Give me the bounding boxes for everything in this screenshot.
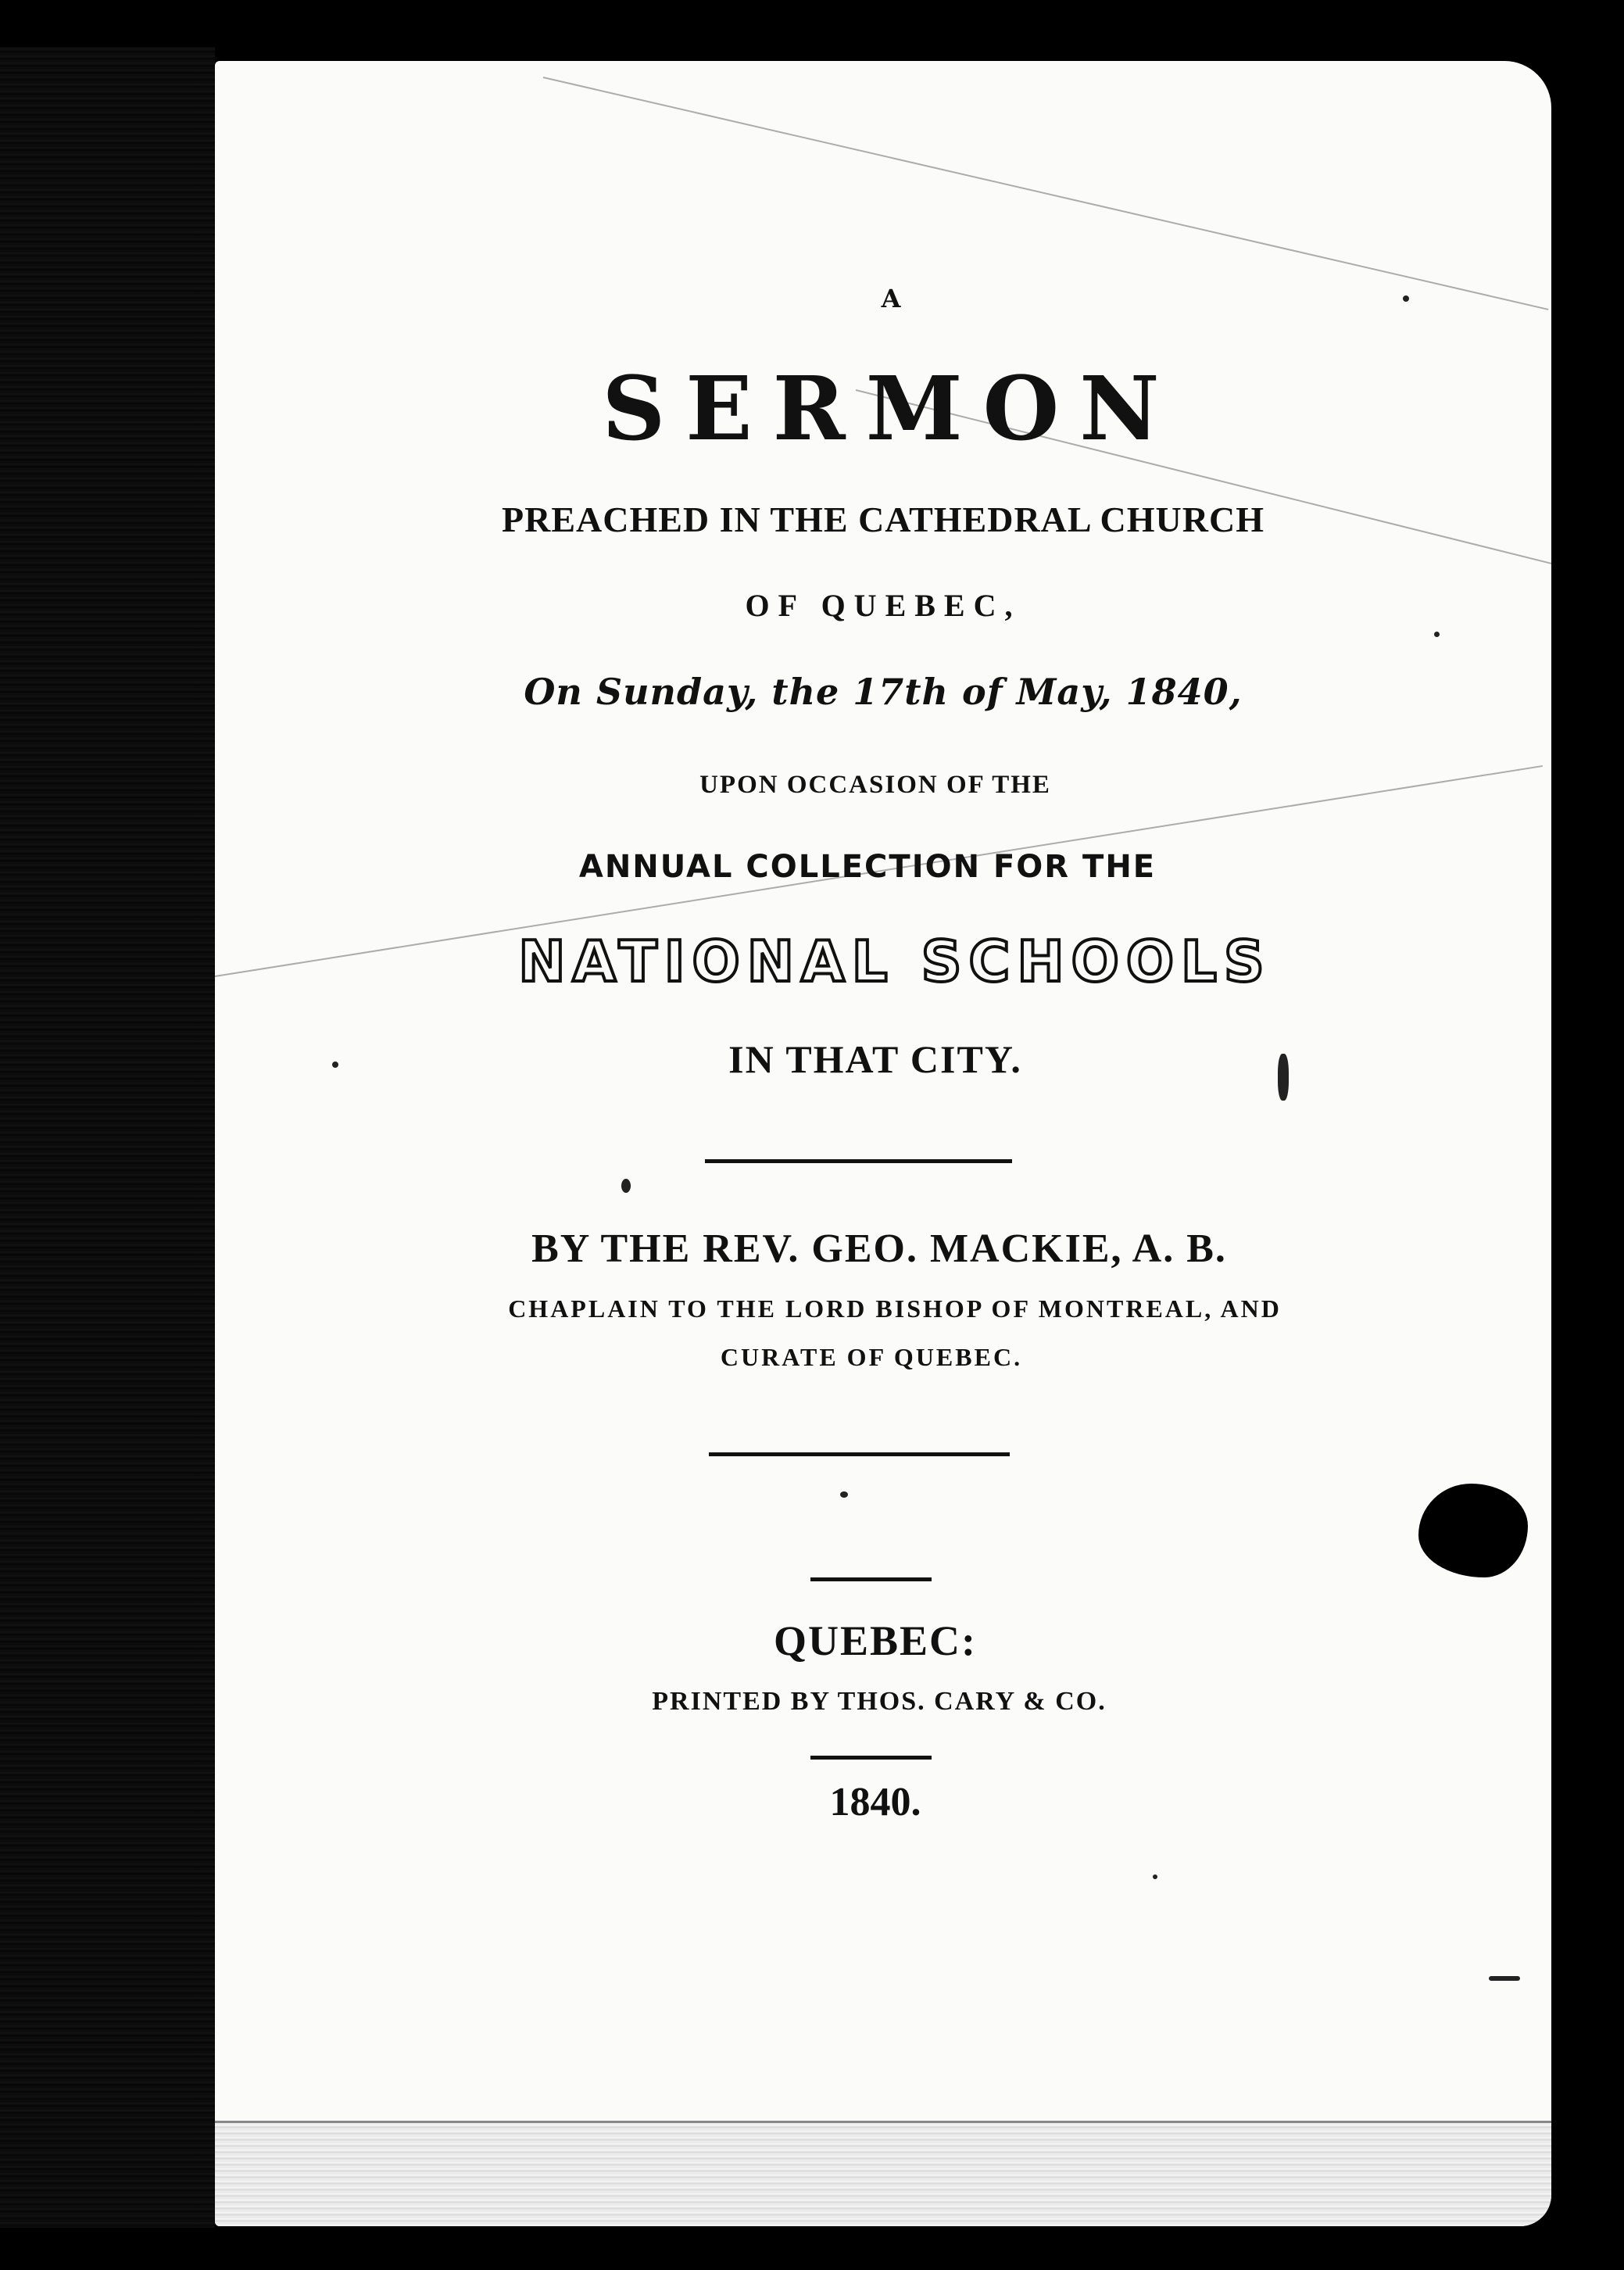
title-page [215, 61, 1551, 2226]
imprint-place: QUEBEC: [773, 1617, 978, 1664]
divider-rule [810, 1756, 932, 1760]
city-line: IN THAT CITY. [728, 1037, 1022, 1081]
imprint-year: 1840. [829, 1780, 921, 1824]
divider-rule [709, 1452, 1010, 1456]
date-line: On Sunday, the 17th of May, 1840, [524, 671, 1243, 713]
speck [1434, 632, 1440, 637]
author-line: BY THE REV. GEO. MACKIE, A. B. [531, 1226, 1227, 1271]
speck [840, 1491, 848, 1498]
schools-line: NATIONAL SCHOOLS [518, 929, 1272, 994]
binding-spine [0, 47, 215, 2228]
scan-scratch [543, 77, 1549, 310]
preached-line: PREACHED IN THE CATHEDRAL CHURCH [502, 499, 1265, 539]
occasion-line: UPON OCCASION OF THE [699, 771, 1051, 799]
location-line: OF QUEBEC, [745, 588, 1021, 623]
speck [621, 1179, 631, 1193]
page-edge-strip [215, 2121, 1551, 2226]
ink-stain [1418, 1484, 1528, 1577]
speck [1153, 1874, 1157, 1879]
author-title-line-1: CHAPLAIN TO THE LORD BISHOP OF MONTREAL, AND [508, 1294, 1282, 1323]
divider-rule [705, 1159, 1012, 1163]
imprint-printer: PRINTED BY THOS. CARY & CO. [652, 1687, 1107, 1716]
title-main: SERMON [602, 358, 1180, 460]
title-article: A [881, 284, 901, 313]
author-title-line-2: CURATE OF QUEBEC. [720, 1343, 1023, 1371]
divider-rule [810, 1577, 932, 1581]
speck [1489, 1976, 1520, 1981]
collection-line: ANNUAL COLLECTION FOR THE [578, 849, 1157, 885]
